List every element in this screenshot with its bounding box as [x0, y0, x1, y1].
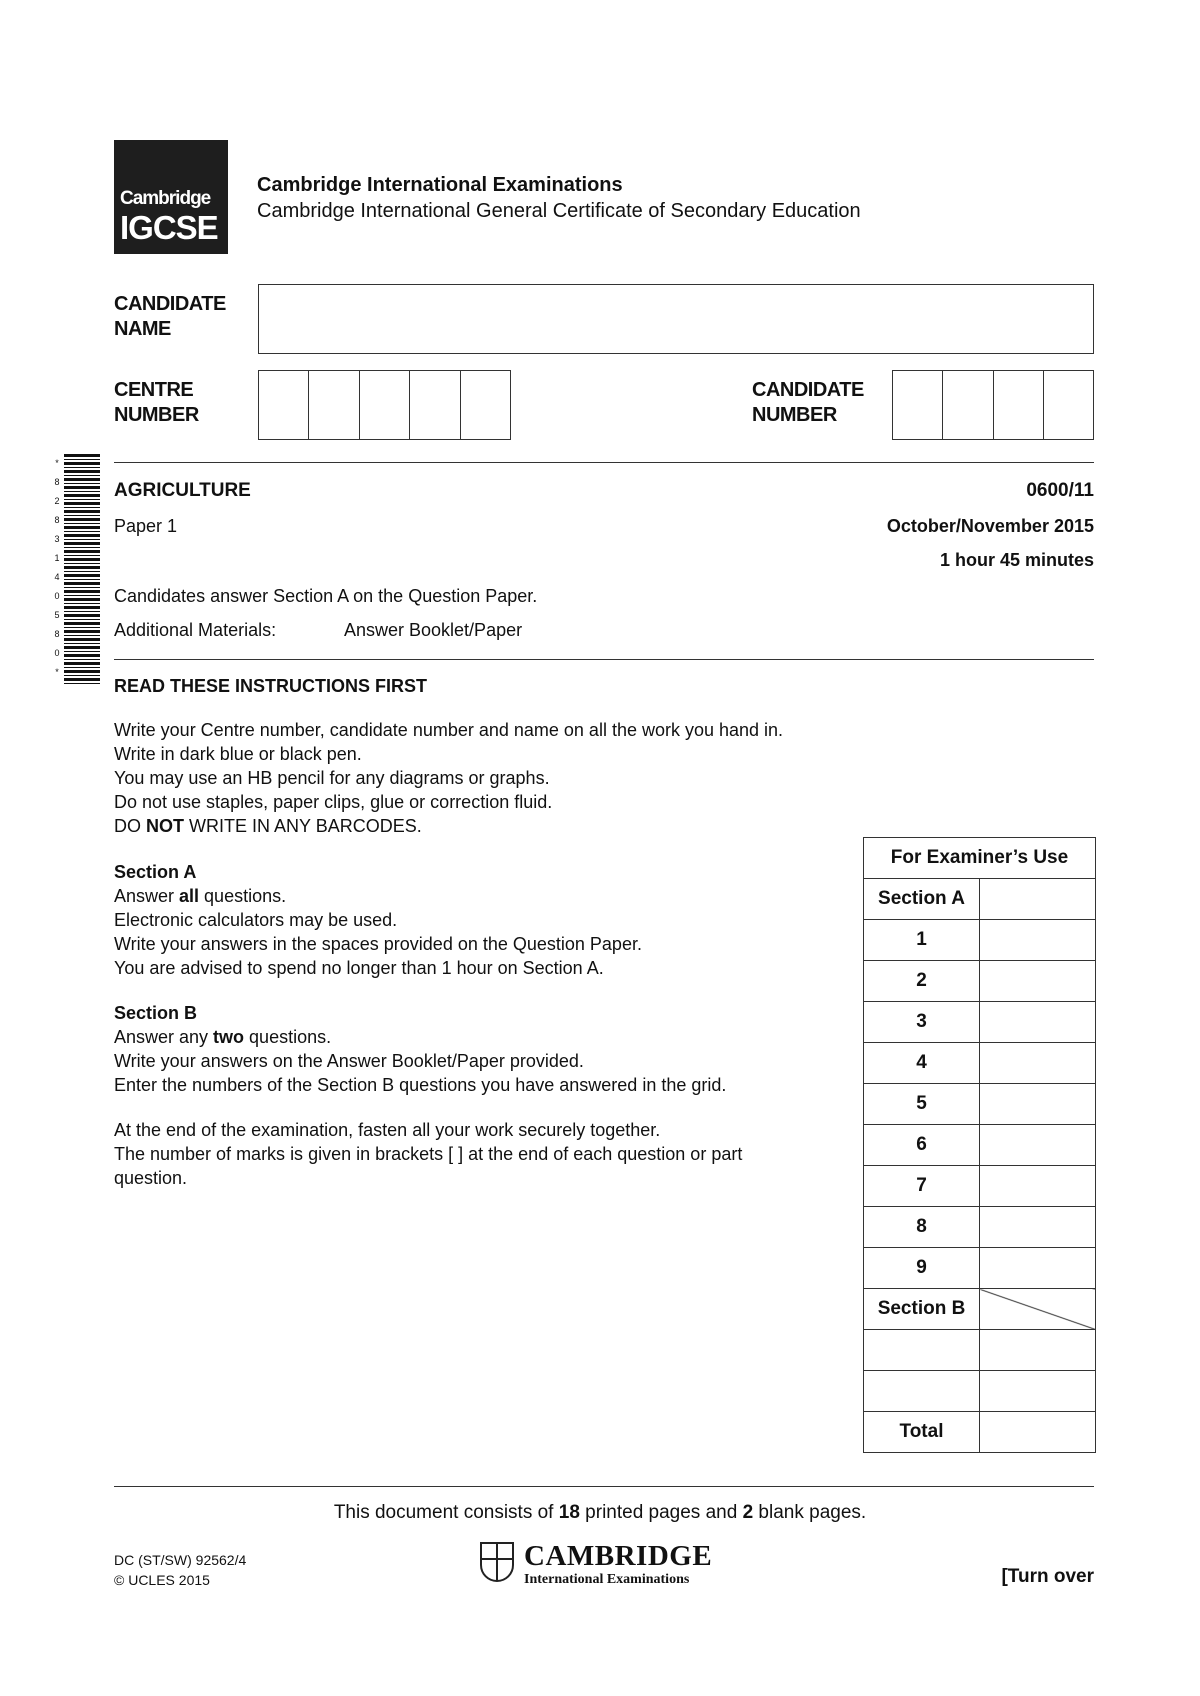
instruction-line: Write your Centre number, candidate number and name on all the work you hand in.: [114, 720, 784, 740]
materials-value: Answer Booklet/Paper: [344, 620, 523, 640]
subject: AGRICULTURE: [114, 480, 251, 501]
digit-box[interactable]: [994, 371, 1044, 439]
centre-number-label: CENTRE NUMBER: [114, 379, 199, 426]
section-b-question-cell[interactable]: [864, 1330, 980, 1371]
instruction-line: Do not use staples, paper clips, glue or correction fluid.: [114, 792, 553, 812]
candidate-number-field[interactable]: [892, 370, 1094, 440]
instruction-line: You may use an HB pencil for any diagrams or graphs.: [114, 768, 550, 788]
examiner-use-table: [863, 837, 1096, 1453]
question-number: 4: [864, 1043, 980, 1084]
qualification-title: Cambridge International General Certificate of Secondary Education: [257, 200, 861, 222]
exam-duration: 1 hour 45 minutes: [939, 550, 1094, 570]
barcode-digit: *: [55, 667, 59, 677]
mark-cell[interactable]: [980, 1207, 1096, 1248]
mark-cell[interactable]: [980, 1248, 1096, 1289]
question-number: 8: [864, 1207, 980, 1248]
instruction-line: Electronic calculators may be used.: [114, 910, 398, 930]
barcode-digit: *: [55, 458, 59, 468]
logo-line-2: IGCSE: [120, 209, 218, 246]
turn-over: [Turn over: [1001, 1566, 1094, 1587]
instruction-line: question.: [114, 1168, 188, 1188]
digit-box[interactable]: [360, 371, 410, 439]
instruction-line: You are advised to spend no longer than 1 hour on Section A.: [114, 958, 604, 978]
candidate-name-label: CANDIDATE NAME: [114, 293, 226, 340]
instruction-line: DO NOT WRITE IN ANY BARCODES.: [114, 816, 422, 836]
barcode-digit: 5: [54, 610, 60, 620]
mark-cell[interactable]: [980, 1002, 1096, 1043]
digit-box[interactable]: [410, 371, 460, 439]
candidate-number-label: CANDIDATE NUMBER: [752, 379, 864, 426]
materials-label: Additional Materials:: [114, 620, 277, 640]
barcode-digit: 0: [54, 591, 60, 601]
answer-note: Candidates answer Section A on the Question Paper.: [114, 586, 538, 606]
mark-cell[interactable]: [980, 961, 1096, 1002]
paper-code: 0600/11: [1026, 480, 1094, 501]
logo-line-1: Cambridge: [120, 188, 211, 209]
digit-box[interactable]: [1044, 371, 1093, 439]
mark-cell[interactable]: [980, 1043, 1096, 1084]
instruction-line: Answer any two questions.: [114, 1027, 332, 1047]
section-a-heading: Section A: [114, 862, 197, 882]
mark-cell[interactable]: [980, 879, 1096, 920]
shield-icon: [480, 1542, 514, 1582]
barcode: [52, 454, 100, 684]
section-b-question-cell[interactable]: [864, 1371, 980, 1412]
question-number: 3: [864, 1002, 980, 1043]
barcode-digit: 1: [54, 553, 60, 563]
question-number: 5: [864, 1084, 980, 1125]
footer-divider: [114, 1486, 1094, 1487]
struck-cell: [980, 1289, 1096, 1330]
section-b-heading: Section B: [114, 1003, 198, 1023]
instruction-line: The number of marks is given in brackets [ ] at the end of each question or part: [114, 1144, 743, 1164]
barcode-digit: 8: [54, 629, 60, 639]
digit-box[interactable]: [461, 371, 510, 439]
instructions-heading: READ THESE INSTRUCTIONS FIRST: [114, 676, 428, 696]
barcode-bars: [64, 454, 100, 684]
total-label: Total: [864, 1412, 980, 1453]
barcode-digit: 0: [54, 648, 60, 658]
instruction-line: Answer all questions.: [114, 886, 287, 906]
candidate-name-field[interactable]: [258, 284, 1094, 354]
digit-box[interactable]: [893, 371, 943, 439]
question-number: 2: [864, 961, 980, 1002]
question-number: 1: [864, 920, 980, 961]
mark-cell[interactable]: [980, 1125, 1096, 1166]
paper-number: Paper 1: [114, 516, 178, 536]
centre-number-field[interactable]: [258, 370, 511, 440]
question-number: 9: [864, 1248, 980, 1289]
organisation-title: Cambridge International Examinations: [257, 174, 623, 196]
question-number: 7: [864, 1166, 980, 1207]
page-count-note: This document consists of 18 printed pages and 2 blank pages.: [333, 1502, 867, 1523]
total-cell[interactable]: [980, 1412, 1096, 1453]
igcse-logo: [114, 140, 228, 254]
section-a-label: Section A: [864, 879, 980, 920]
cambridge-logo-name: CAMBRIDGE: [524, 1540, 713, 1572]
divider: [114, 659, 1094, 660]
barcode-digit: 8: [54, 477, 60, 487]
closing-instructions: [114, 1118, 742, 1190]
digit-box[interactable]: [309, 371, 359, 439]
instruction-line: Write your answers in the spaces provided on the Question Paper.: [114, 934, 642, 954]
instruction-line: Enter the numbers of the Section B questions you have answered in the grid.: [114, 1075, 727, 1095]
exam-session: October/November 2015: [886, 516, 1094, 536]
general-instructions: [114, 718, 783, 838]
instruction-line: Write your answers on the Answer Booklet/Paper provided.: [114, 1051, 584, 1071]
mark-cell[interactable]: [980, 1166, 1096, 1207]
section-a-instructions: [114, 860, 642, 980]
instruction-line: At the end of the examination, fasten all your work securely together.: [114, 1120, 661, 1140]
divider: [114, 462, 1094, 463]
document-reference: DC (ST/SW) 92562/4 © UCLES 2015: [114, 1552, 247, 1588]
question-number: 6: [864, 1125, 980, 1166]
barcode-digit: 8: [54, 515, 60, 525]
section-b-label: Section B: [864, 1289, 980, 1330]
barcode-digit: 4: [54, 572, 60, 582]
mark-cell[interactable]: [980, 1084, 1096, 1125]
mark-cell[interactable]: [980, 1330, 1096, 1371]
instruction-line: Write in dark blue or black pen.: [114, 744, 362, 764]
digit-box[interactable]: [259, 371, 309, 439]
section-b-instructions: [114, 1001, 726, 1097]
mark-cell[interactable]: [980, 920, 1096, 961]
digit-box[interactable]: [943, 371, 993, 439]
barcode-digit: 3: [54, 534, 60, 544]
examiner-table-title: For Examiner’s Use: [864, 838, 1096, 879]
cambridge-logo-sub: International Examinations: [524, 1572, 690, 1587]
barcode-digit: 2: [54, 496, 60, 506]
barcode-digits: [52, 454, 62, 682]
mark-cell[interactable]: [980, 1371, 1096, 1412]
